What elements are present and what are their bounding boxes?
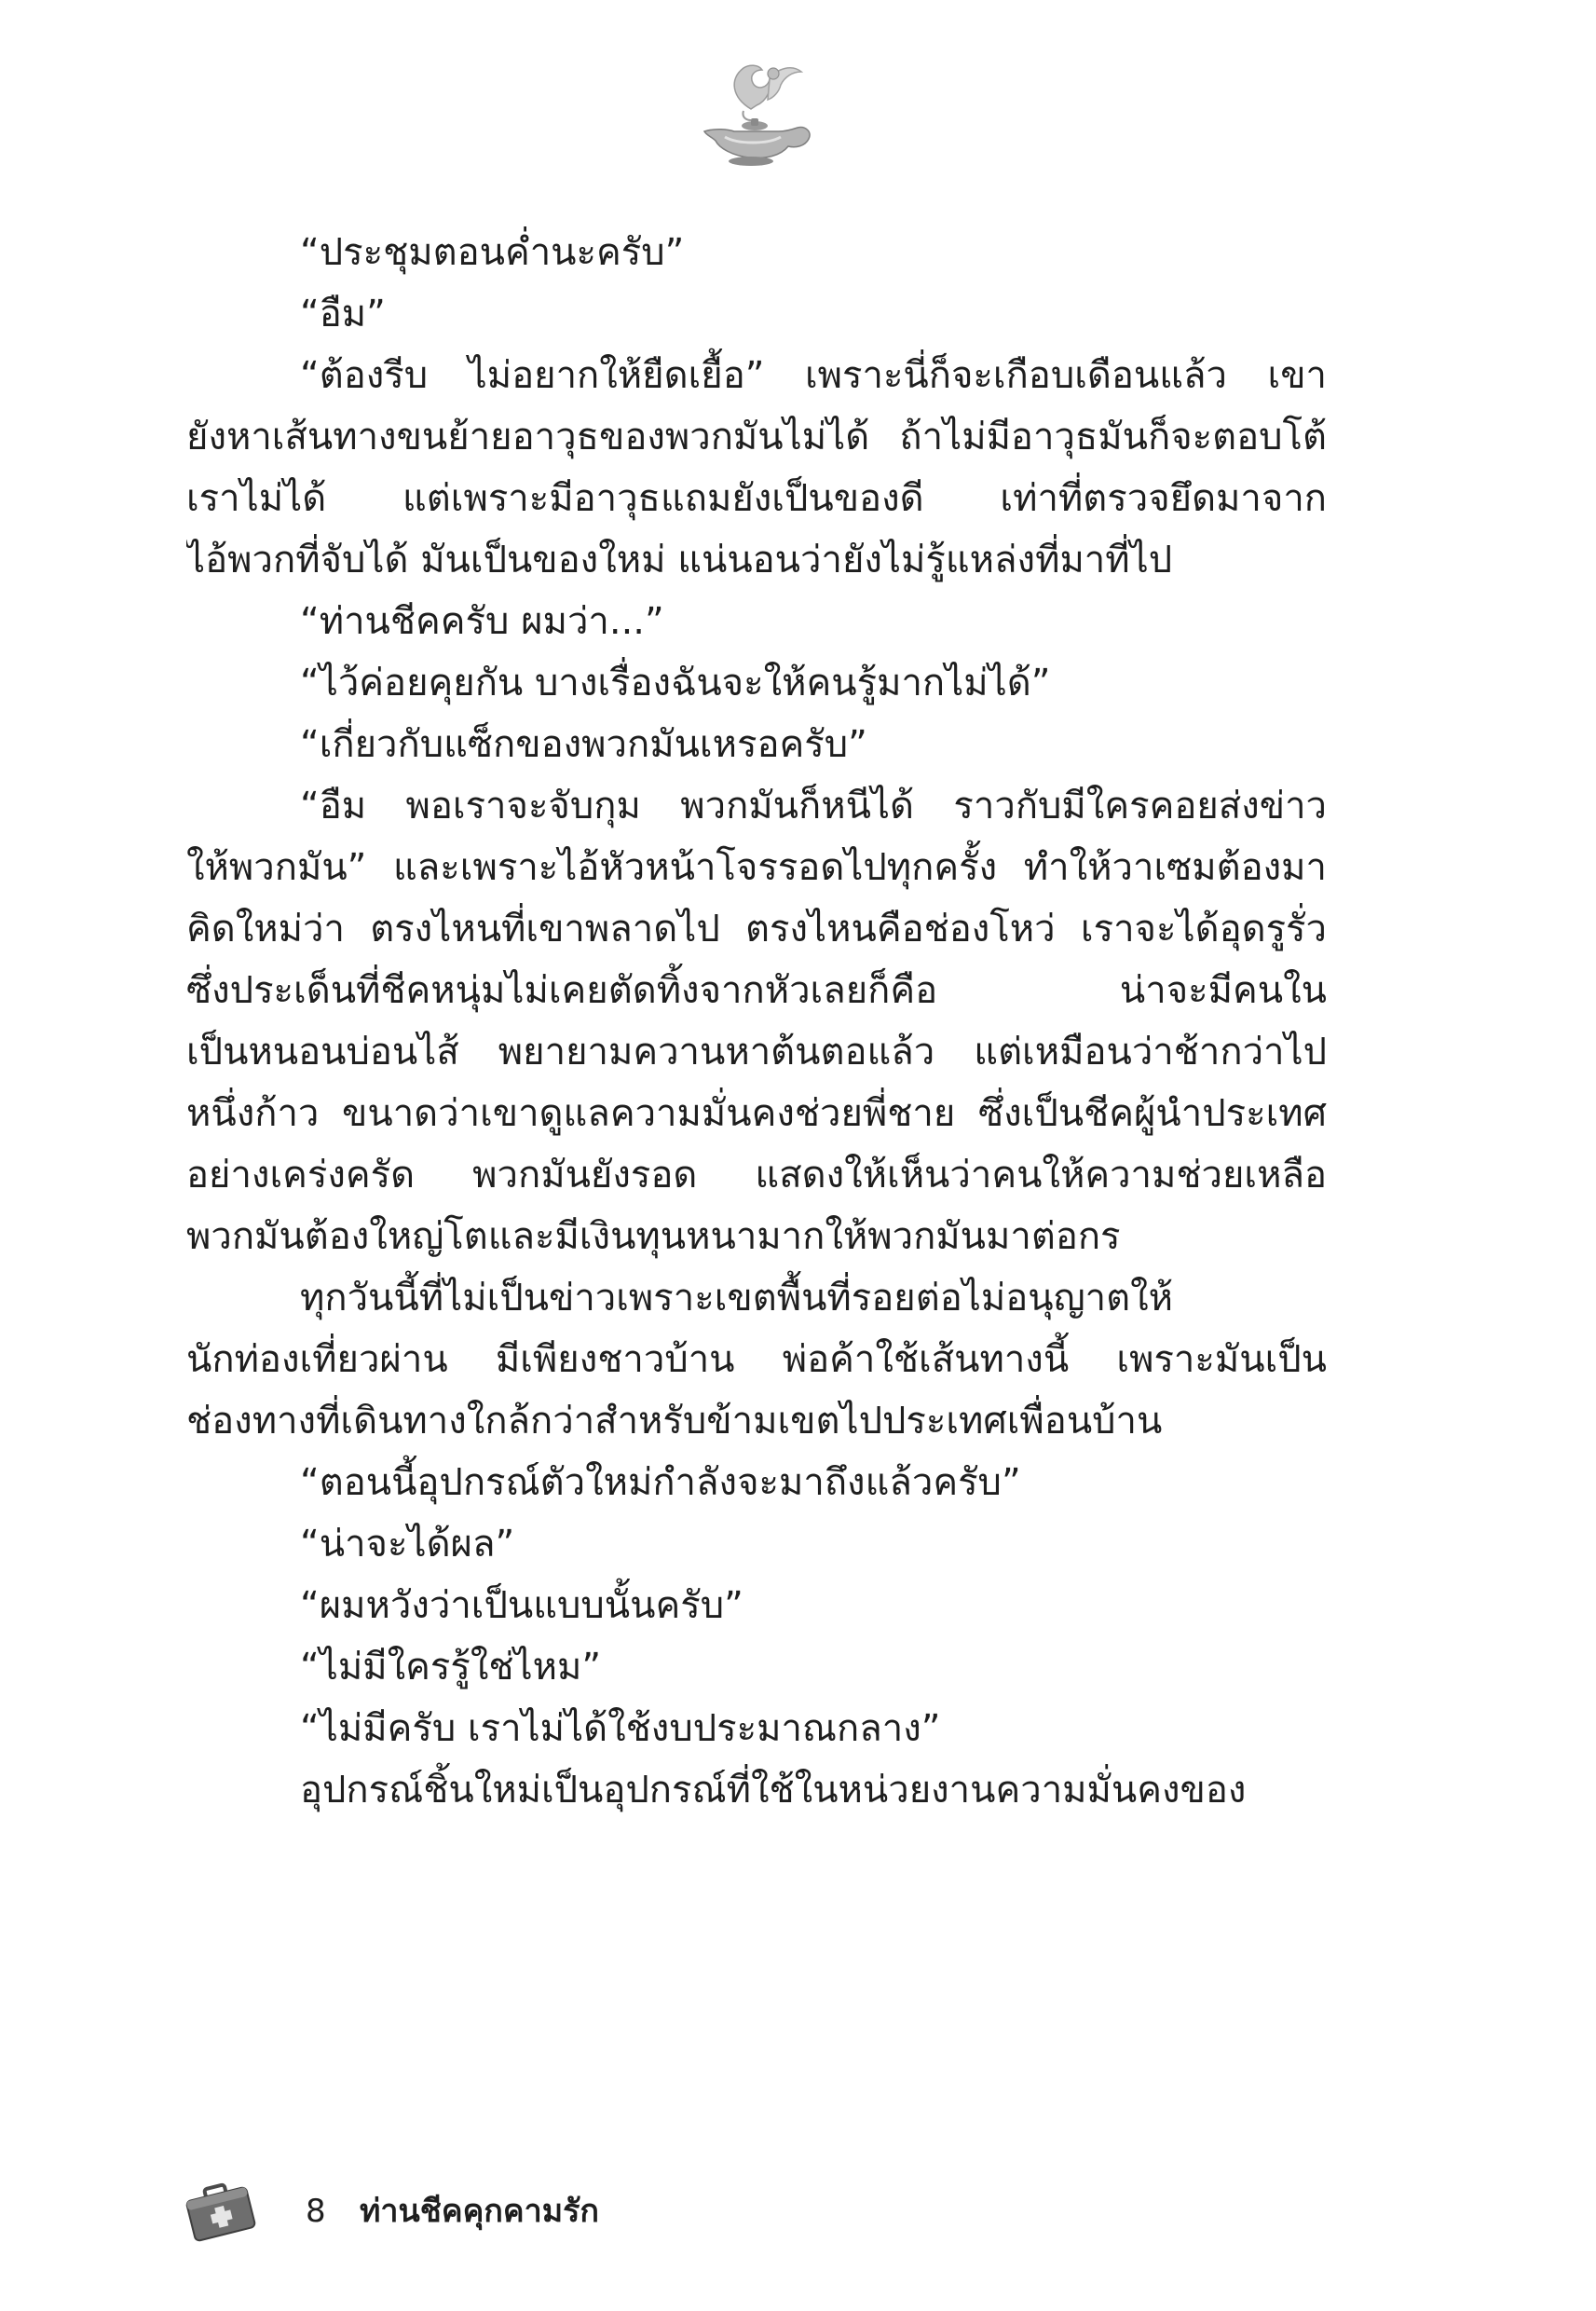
paragraph-line: ให้พวกมัน” และเพราะไอ้หัวหน้าโจรรอดไปทุกครั้ง ทำให้วาเซมต้องมา: [186, 846, 1327, 889]
paragraph-line: ยังหาเส้นทางขนย้ายอาวุธของพวกมันไม่ได้ ถ้าไม่มีอาวุธมันก็จะตอบโต้: [186, 416, 1327, 458]
paragraph-line: ทุกวันนี้ที่ไม่เป็นข่าวเพราะเขตพื้นที่รอยต่อไม่อนุญาตให้: [300, 1277, 1174, 1320]
paragraph-line: พวกมันต้องใหญ่โตและมีเงินทุนหนามากให้พวกมันมาต่อกร: [186, 1215, 1121, 1258]
paragraph-line: “ต้องรีบ ไม่อยากให้ยืดเยื้อ” เพราะนี่ก็จะเกือบเดือนแล้ว เขา: [300, 354, 1327, 397]
paragraph-line: เราไม่ได้ แต่เพราะมีอาวุธแถมยังเป็นของดี เท่าที่ตรวจยึดมาจาก: [186, 477, 1327, 520]
paragraph-line: ซึ่งประเด็นที่ชีคหนุ่มไม่เคยตัดทิ้งจากหัวเลยก็คือ น่าจะมีคนใน: [186, 969, 1327, 1012]
paragraph-line: หนึ่งก้าว ขนาดว่าเขาดูแลความมั่นคงช่วยพี่ชาย ซึ่งเป็นชีคผู้นำประเทศ: [186, 1092, 1327, 1135]
page-number: 8: [306, 2193, 326, 2230]
paragraph-line: ไอ้พวกที่จับได้ มันเป็นของใหม่ แน่นอนว่ายังไม่รู้แหล่งที่มาที่ไป: [186, 539, 1173, 581]
paragraph-line: “ประชุมตอนค่ำนะครับ”: [300, 231, 685, 274]
genie-lamp-icon: [688, 51, 823, 168]
paragraph-line: “อืม”: [300, 293, 386, 335]
paragraph-line: “ผมหวังว่าเป็นแบบนั้นครับ”: [300, 1584, 743, 1627]
paragraph-line: คิดใหม่ว่า ตรงไหนที่เขาพลาดไป ตรงไหนคือช่องโหว่ เราจะได้อุดรูรั่ว: [186, 908, 1327, 950]
paragraph-line: อย่างเคร่งครัด พวกมันยังรอด แสดงให้เห็นว่าคนให้ความช่วยเหลือ: [186, 1154, 1327, 1197]
paragraph-line: ช่องทางที่เดินทางใกล้กว่าสำหรับข้ามเขตไปประเทศเพื่อนบ้าน: [186, 1400, 1163, 1443]
story-text: [186, 222, 1327, 1821]
paragraph-line: “ไม่มีใครรู้ใช่ไหม”: [300, 1646, 602, 1689]
paragraph-line: เป็นหนอนบ่อนไส้ พยายามควานหาต้นตอแล้ว แต่เหมือนว่าช้ากว่าไป: [186, 1031, 1327, 1073]
paragraph-line: “เกี่ยวกับแซ็กของพวกมันเหรอครับ”: [300, 723, 867, 766]
paragraph-line: “ตอนนี้อุปกรณ์ตัวใหม่กำลังจะมาถึงแล้วครับ”: [300, 1461, 1021, 1504]
paragraph-line: นักท่องเที่ยวผ่าน มีเพียงชาวบ้าน พ่อค้าใช้เส้นทางนี้ เพราะมันเป็น: [186, 1338, 1327, 1381]
briefcase-icon: [183, 2179, 259, 2242]
paragraph-line: “ท่านชีคครับ ผมว่า...”: [300, 600, 664, 643]
paragraph-line: “อืม พอเราจะจับกุม พวกมันก็หนีได้ ราวกับมีใครคอยส่งข่าว: [300, 785, 1327, 827]
book-title: ท่านชีคคุกคามรัก: [360, 2193, 599, 2230]
paragraph-line: “น่าจะได้ผล”: [300, 1523, 515, 1566]
paragraph-line: อุปกรณ์ชิ้นใหม่เป็นอุปกรณ์ที่ใช้ในหน่วยงานความมั่นคงของ: [300, 1769, 1247, 1812]
paragraph-line: “ไม่มีครับ เราไม่ได้ใช้งบประมาณกลาง”: [300, 1707, 941, 1750]
paragraph-line: “ไว้ค่อยคุยกัน บางเรื่องฉันจะให้คนรู้มากไม่ได้”: [300, 662, 1051, 704]
